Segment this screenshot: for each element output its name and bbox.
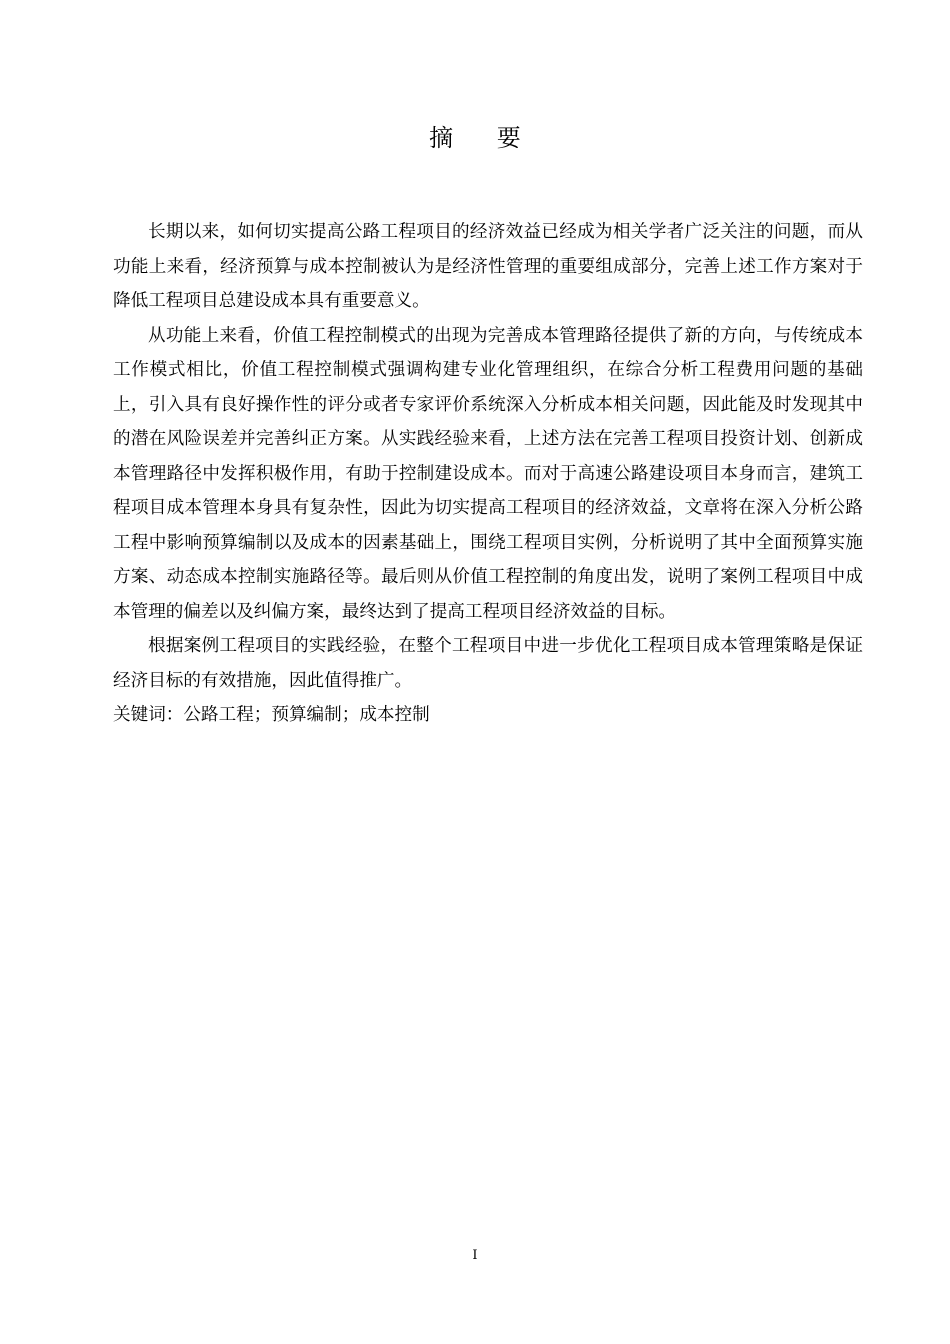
abstract-paragraph-1: 长期以来，如何切实提高公路工程项目的经济效益已经成为相关学者广泛关注的问题，而从功能上来看，经济预算与成本控制被认为是经济性管理的重要组成部分，完善上述工作方案对于降低工程项目总建设成本具有重要意义。	[113, 222, 863, 311]
keywords-line: 关键词：公路工程；预算编制；成本控制	[113, 705, 430, 725]
abstract-title: 摘 要	[429, 124, 539, 152]
abstract-body	[113, 215, 863, 733]
abstract-paragraph-3: 根据案例工程项目的实践经验，在整个工程项目中进一步优化工程项目成本管理策略是保证经济目标的有效措施，因此值得推广。	[113, 636, 863, 691]
abstract-paragraph-2: 从功能上来看，价值工程控制模式的出现为完善成本管理路径提供了新的方向，与传统成本工作模式相比，价值工程控制模式强调构建专业化管理组织，在综合分析工程费用问题的基础上，引入具有良好操作性的评分或者专家评价系统深入分析成本相关问题，因此能及时发现其中的潜在风险误差并完善纠正方案。从实践经验来看，上述方法在完善工程项目投资计划、创新成本管理路径中发挥积极作用，有助于控制建设成本。而对于高速公路建设项目本身而言，建筑工程项目成本管理本身具有复杂性，因此为切实提高工程项目的经济效益，文章将在深入分析公路工程中影响预算编制以及成本的因素基础上，围绕工程项目实例，分析说明了其中全面预算实施方案、动态成本控制实施路径等。最后则从价值工程控制的角度出发，说明了案例工程项目中成本管理的偏差以及纠偏方案，最终达到了提高工程项目经济效益的目标。	[113, 325, 863, 622]
page-number: I	[472, 1248, 478, 1263]
